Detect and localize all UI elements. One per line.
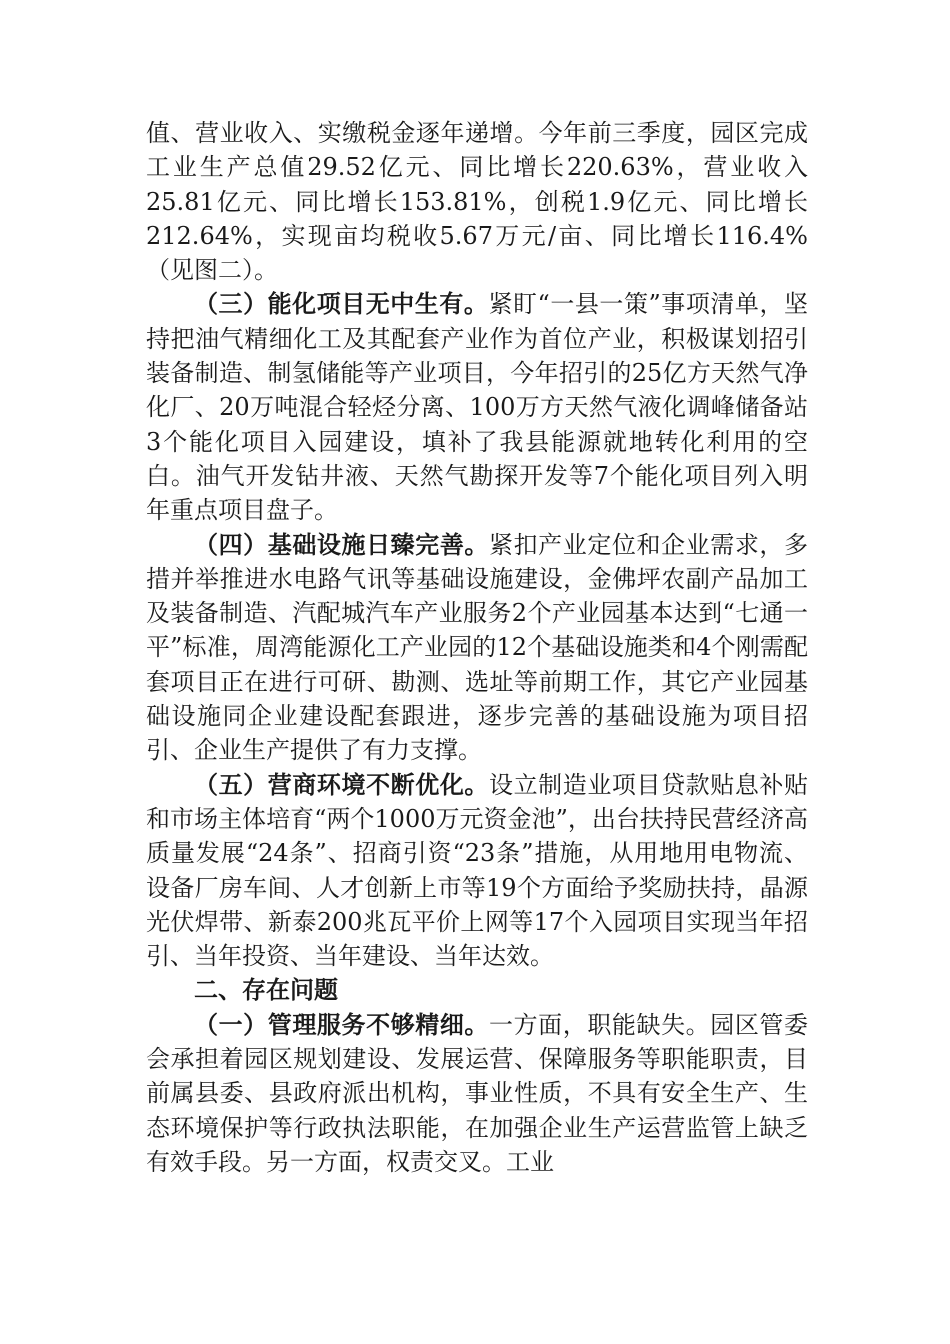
paragraph-lead: （五）营商环境不断优化。	[194, 769, 489, 799]
paragraph-text: 值、营业收入、实缴税金逐年递增。今年前三季度，园区完成工业生产总值29.52亿元、同比增长220.63%，营业收入25.81亿元、同比增长153.81%，创税1.9亿元、同比增长212.64%，实现亩均税收5.67万元/亩、同比增长116.4%（见图二）。	[146, 119, 808, 285]
paragraph-business-environment	[146, 768, 808, 974]
paragraph-infrastructure	[146, 528, 808, 768]
paragraph-continuation	[146, 116, 808, 287]
paragraph-lead: （三）能化项目无中生有。	[194, 289, 489, 319]
paragraph-lead: （一）管理服务不够精细。	[194, 1009, 489, 1039]
paragraph-lead: （四）基础设施日臻完善。	[194, 529, 489, 559]
document-body	[146, 116, 808, 1179]
paragraph-energy-projects	[146, 287, 808, 527]
paragraph-text: 紧扣产业定位和企业需求，多措并举推进水电路气讯等基础设施建设，金佛坪农副产品加工及装备制造、汽配城汽车产业服务2个产业园基本达到“七通一平”标准，周湾能源化工产业园的12个基础设施类和4个刚需配套项目正在进行可研、勘测、选址等前期工作，其它产业园基础设施同企业建设配套跟进，逐步完善的基础设施为项目招引、企业生产提供了有力支撑。	[146, 530, 808, 765]
paragraph-management-services	[146, 1008, 808, 1179]
paragraph-text: 设立制造业项目贷款贴息补贴和市场主体培育“两个1000万元资金池”，出台扶持民营经济高质量发展“24条”、招商引资“23条”措施，从用地用电物流、设备厂房车间、人才创新上市等19个方面给予奖励扶持，晶源光伏焊带、新泰200兆瓦平价上网等17个入园项目实现当年招引、当年投资、当年建设、当年达效。	[146, 770, 808, 971]
paragraph-text: 一方面，职能缺失。园区管委会承担着园区规划建设、发展运营、保障服务等职能职责，目前属县委、县政府派出机构，事业性质，不具有安全生产、生态环境保护等行政执法职能，在加强企业生产运营监管上缺乏有效手段。另一方面，权责交叉。工业	[146, 1010, 808, 1176]
section-heading: 二、存在问题	[194, 976, 338, 1005]
paragraph-text: 紧盯“一县一策”事项清单，坚持把油气精细化工及其配套产业作为首位产业，积极谋划招引装备制造、制氢储能等产业项目，今年招引的25亿方天然气净化厂、20万吨混合轻烃分离、100万方天然气液化调峰储备站3个能化项目入园建设，填补了我县能源就地转化利用的空白。油气开发钻井液、天然气勘探开发等7个能化项目列入明年重点项目盘子。	[146, 290, 809, 525]
